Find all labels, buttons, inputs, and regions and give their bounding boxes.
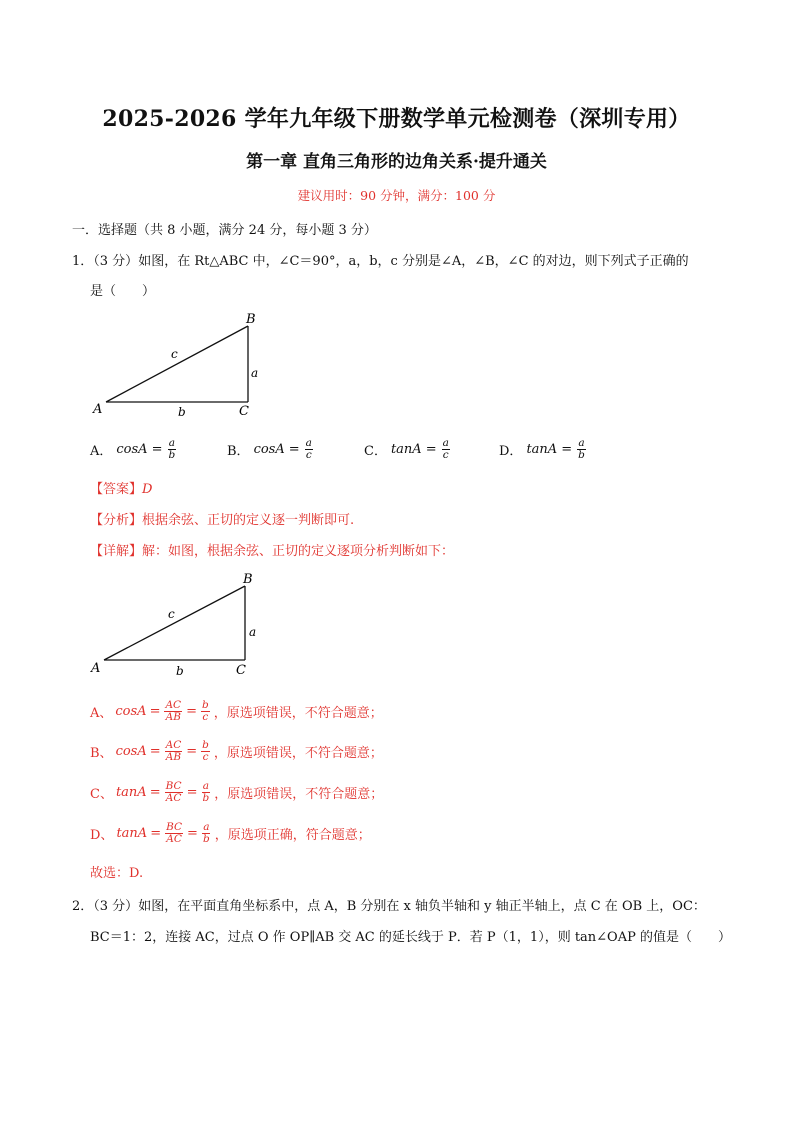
detail-vertex-B-label: B — [243, 572, 253, 587]
option-a-func: cosA — [116, 442, 148, 457]
step-a-comment: ，原选项错误，不符合题意； — [213, 706, 383, 721]
option-d-func: tanA — [526, 442, 558, 457]
step-d-func: tanA — [116, 826, 148, 841]
q1-text-line1: 如图，在 Rt△ABC 中，∠C＝90°，a，b，c 分别是∠A，∠B，∠C 的对边，则下列式子正确的 — [138, 254, 689, 269]
step-c-frac2: $\frac{a}{b}$ — [202, 780, 210, 804]
q2-stem-line1 — [72, 895, 706, 914]
analysis-tag: 【分析】 — [90, 513, 143, 528]
q1-step-a: A、 cosA = $\frac{AC}{AB}$ = $\frac{b}{c}$ ，原选项错误，不符合题意； — [90, 699, 383, 723]
answer-value: D — [142, 482, 153, 497]
step-c-comment: ，原选项错误，不符合题意； — [214, 787, 384, 802]
side-a-label: a — [251, 366, 259, 380]
step-a-prefix: A、 — [90, 706, 113, 721]
step-a-frac1: $\frac{AC}{AB}$ — [165, 699, 182, 723]
step-c-prefix: C、 — [90, 787, 113, 802]
option-c-func: tanA — [390, 442, 422, 457]
q1-option-b[interactable]: B． cosA = $\frac{a}{c}$ — [227, 437, 312, 461]
option-b-fraction: $\frac{a}{c}$ — [305, 437, 312, 461]
time-info: 建议用时：90 分钟，满分：100 分 — [297, 188, 496, 203]
detail-tag: 【详解】 — [90, 544, 143, 559]
detail-side-c — [104, 586, 245, 660]
option-c-label: C． — [364, 444, 387, 459]
detail-side-a-label: a — [249, 625, 257, 639]
q1-option-c[interactable]: C． tanA = $\frac{a}{c}$ — [364, 437, 449, 461]
q1-option-a[interactable]: A． cosA = $\frac{a}{b}$ — [90, 437, 176, 461]
q1-triangle-figure — [88, 308, 278, 423]
analysis-text: 根据余弦、正切的定义逐一判断即可. — [142, 513, 355, 528]
vertex-C-label: C — [239, 404, 249, 419]
step-d-frac1: $\frac{BC}{AC}$ — [166, 821, 183, 845]
detail-side-b-label: b — [176, 664, 184, 678]
step-d-prefix: D、 — [90, 828, 114, 843]
q1-text-line2: 是（ ） — [90, 284, 156, 299]
q1-conclusion: 故选：D. — [90, 866, 144, 881]
q1-step-b: B、 cosA = $\frac{AC}{AB}$ = $\frac{b}{c}$ ，原选项错误，不符合题意； — [90, 739, 383, 763]
page-title: 2025-2026 学年九年级下册数学单元检测卷（深圳专用） — [102, 106, 691, 132]
q1-detail — [90, 540, 454, 559]
side-c — [106, 326, 248, 402]
option-d-label: D． — [499, 444, 523, 459]
option-b-func: cosA — [253, 442, 285, 457]
step-b-comment: ，原选项错误，不符合题意； — [213, 746, 383, 761]
option-a-fraction: $\frac{a}{b}$ — [168, 437, 176, 461]
q1-step-c: C、 tanA = $\frac{BC}{AC}$ = $\frac{a}{b}$ ，原选项错误，不符合题意； — [90, 780, 384, 804]
detail-text: 解：如图，根据余弦、正切的定义逐项分析判断如下： — [142, 544, 455, 559]
q2-text-line2: BC＝1：2，连接 AC，过点 O 作 OP∥AB 交 AC 的延长线于 P．若 P（1，1），则 tan∠OAP 的值是（ ） — [90, 930, 731, 945]
step-d-comment: ，原选项正确，符合题意； — [214, 828, 371, 843]
option-d-fraction: $\frac{a}{b}$ — [578, 437, 585, 461]
q1-answer — [90, 478, 152, 497]
q1-option-d[interactable]: D． tanA = $\frac{a}{b}$ — [499, 437, 585, 461]
step-c-func: tanA — [115, 785, 147, 800]
option-b-label: B． — [227, 444, 250, 459]
step-a-func: cosA — [115, 704, 147, 719]
step-b-frac1: $\frac{AC}{AB}$ — [165, 739, 182, 763]
option-a-label: A． — [90, 444, 113, 459]
q2-text-line1: 如图，在平面直角坐标系中，点 A，B 分别在 x 轴负半轴和 y 轴正半轴上，点 C 在 OB 上，OC： — [138, 899, 706, 914]
q1-step-d: D、 tanA = $\frac{BC}{AC}$ = $\frac{a}{b}$ ，原选项正确，符合题意； — [90, 821, 371, 845]
side-b-label: b — [178, 405, 186, 419]
step-b-frac2: $\frac{b}{c}$ — [202, 739, 209, 763]
vertex-B-label: B — [246, 312, 256, 327]
step-a-frac2: $\frac{b}{c}$ — [202, 699, 209, 723]
q1-analysis — [90, 509, 354, 528]
step-b-func: cosA — [115, 744, 147, 759]
step-d-frac2: $\frac{a}{b}$ — [202, 821, 210, 845]
q2-number: 2．（3 分） — [72, 899, 139, 914]
detail-vertex-C-label: C — [236, 663, 246, 678]
option-c-fraction: $\frac{a}{c}$ — [442, 437, 449, 461]
q1-stem-line1 — [72, 250, 689, 269]
side-c-label: c — [171, 347, 178, 361]
q1-number: 1．（3 分） — [72, 254, 139, 269]
q1-detail-triangle-figure — [88, 570, 278, 680]
section-heading: 一．选择题（共 8 小题，满分 24 分，每小题 3 分） — [72, 223, 377, 238]
detail-side-c-label: c — [168, 607, 175, 621]
detail-vertex-A-label: A — [91, 661, 101, 676]
vertex-A-label: A — [93, 402, 103, 417]
step-c-frac1: $\frac{BC}{AC}$ — [165, 780, 182, 804]
step-b-prefix: B、 — [90, 746, 113, 761]
answer-tag: 【答案】 — [90, 482, 143, 497]
chapter-subtitle: 第一章 直角三角形的边角关系·提升通关 — [246, 152, 547, 172]
